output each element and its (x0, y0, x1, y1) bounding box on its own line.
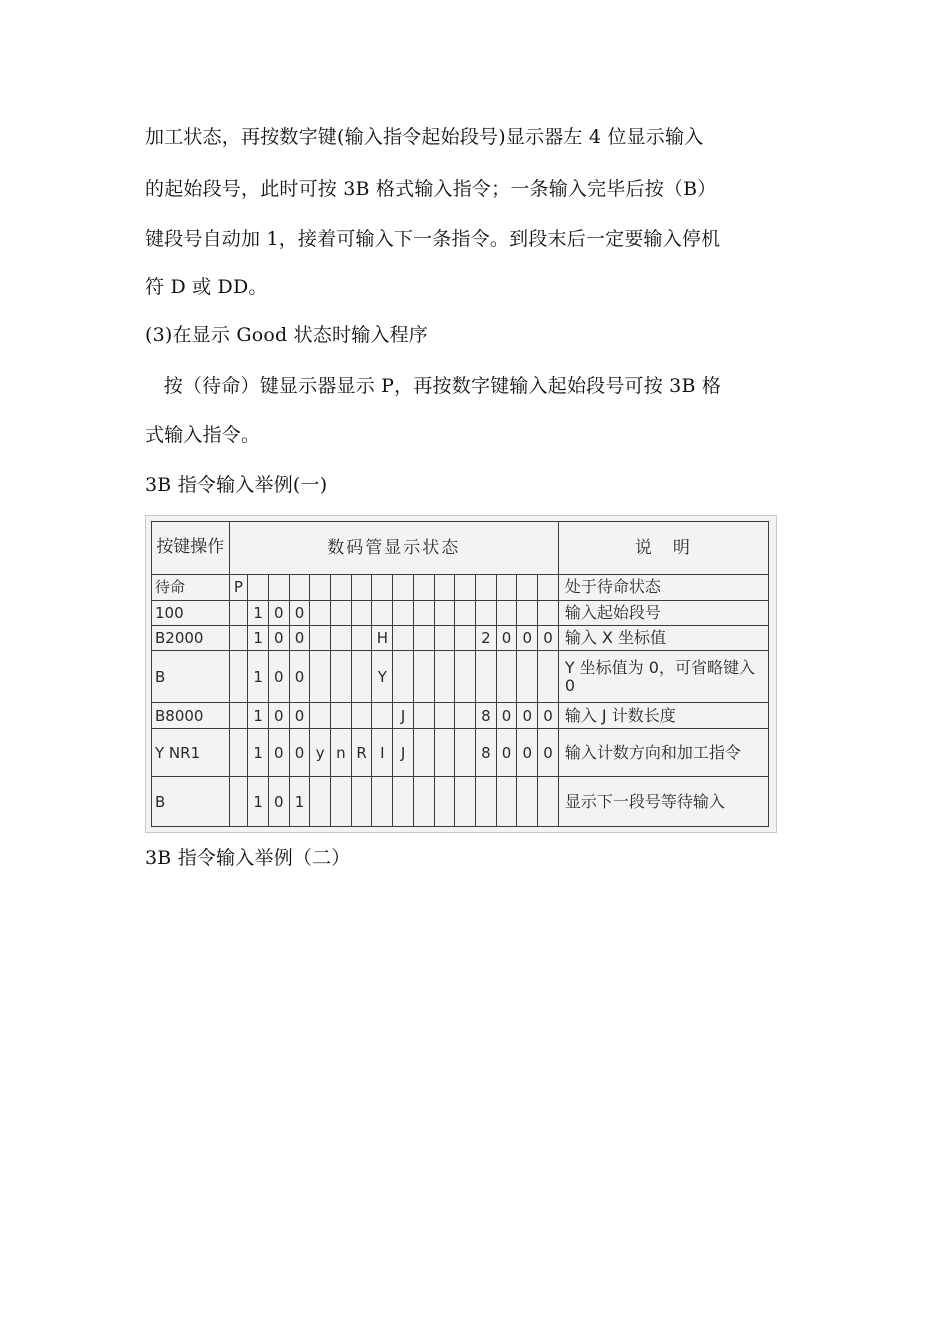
paragraph-line-1: 加工状态，再按数字键(输入指令起始段号)显示器左 4 位显示输入 (145, 126, 704, 148)
display-digit-cell: 1 (248, 601, 269, 626)
display-digit-cell (517, 574, 538, 600)
display-digit-cell (351, 703, 372, 728)
display-digit-cell (434, 626, 455, 650)
description-cell: 输入计数方向和加工指令 (558, 728, 768, 777)
display-digit-cell (310, 703, 331, 728)
table-row (152, 574, 769, 600)
display-digit-cell (229, 777, 248, 827)
display-digit-cell: 1 (248, 650, 269, 703)
display-digit-cell: 0 (268, 650, 289, 703)
display-digit-cell (310, 777, 331, 827)
key-operation-cell: B2000 (152, 626, 230, 650)
display-digit-cell: 0 (517, 728, 538, 777)
paragraph-line-3: 键段号自动加 1，接着可输入下一条指令。到段末后一定要输入停机 (145, 228, 721, 250)
display-digit-cell (351, 626, 372, 650)
display-digit-cell (413, 703, 434, 728)
display-digit-cell (351, 777, 372, 827)
display-digit-cell (434, 728, 455, 777)
display-digit-cell (393, 650, 414, 703)
display-digit-cell: 0 (538, 703, 559, 728)
header-display: 数码管显示状态 (229, 522, 558, 575)
description-cell: Y 坐标值为 0，可省略键入 0 (558, 650, 768, 703)
table-row (152, 703, 769, 728)
display-digit-cell (455, 703, 476, 728)
paragraph-line-2: 的起始段号，此时可按 3B 格式输入指令；一条输入完毕后按（B） (145, 178, 717, 200)
paragraph-line-5: 按（待命）键显示器显示 P，再按数字键输入起始段号可按 3B 格 (145, 375, 722, 397)
display-digit-cell: 0 (289, 728, 310, 777)
display-digit-cell (229, 650, 248, 703)
display-digit-cell (434, 601, 455, 626)
table-row (152, 650, 769, 703)
header-desc: 说 明 (558, 522, 768, 575)
display-digit-cell: 0 (289, 601, 310, 626)
display-digit-cell (393, 777, 414, 827)
display-digit-cell: J (393, 703, 414, 728)
display-digit-cell: I (372, 728, 393, 777)
display-digit-cell: 1 (289, 777, 310, 827)
display-digit-cell: 8 (476, 728, 497, 777)
display-digit-cell: 1 (248, 626, 269, 650)
key-operation-cell: 100 (152, 601, 230, 626)
keypress-display-table (151, 521, 769, 827)
display-digit-cell (455, 601, 476, 626)
display-digit-cell (517, 650, 538, 703)
display-digit-cell (455, 650, 476, 703)
display-digit-cell (413, 626, 434, 650)
key-operation-cell: B (152, 650, 230, 703)
display-digit-cell (310, 626, 331, 650)
display-digit-cell: 0 (289, 703, 310, 728)
display-digit-cell (413, 574, 434, 600)
display-digit-cell (331, 574, 352, 600)
table-row (152, 728, 769, 777)
scanned-table-image (145, 515, 777, 833)
display-digit-cell: 0 (496, 703, 517, 728)
display-digit-cell (372, 601, 393, 626)
paragraph-line-6: 式输入指令。 (145, 424, 261, 446)
display-digit-cell (413, 728, 434, 777)
display-digit-cell (434, 574, 455, 600)
display-digit-cell (413, 601, 434, 626)
display-digit-cell (372, 574, 393, 600)
display-digit-cell (289, 574, 310, 600)
display-digit-cell (476, 574, 497, 600)
display-digit-cell: 0 (289, 650, 310, 703)
display-digit-cell (229, 703, 248, 728)
display-digit-cell (455, 777, 476, 827)
display-digit-cell (455, 728, 476, 777)
display-digit-cell (229, 626, 248, 650)
paragraph-line-4: 符 D 或 DD。 (145, 276, 268, 298)
display-digit-cell (331, 601, 352, 626)
table-caption-2: 3B 指令输入举例（二） (145, 847, 351, 869)
display-digit-cell (496, 650, 517, 703)
display-digit-cell (310, 650, 331, 703)
key-operation-cell: Y NR1 (152, 728, 230, 777)
display-digit-cell: 0 (268, 777, 289, 827)
key-operation-cell: 待命 (152, 574, 230, 600)
header-op: 按键操作 (152, 522, 230, 575)
display-digit-cell (538, 650, 559, 703)
display-digit-cell (413, 650, 434, 703)
display-digit-cell (248, 574, 269, 600)
table-header-row (152, 522, 769, 575)
display-digit-cell (434, 777, 455, 827)
display-digit-cell (393, 626, 414, 650)
display-digit-cell (331, 650, 352, 703)
display-digit-cell: 0 (268, 728, 289, 777)
display-digit-cell: J (393, 728, 414, 777)
key-operation-cell: B8000 (152, 703, 230, 728)
display-digit-cell: 0 (517, 703, 538, 728)
display-digit-cell: 0 (268, 601, 289, 626)
display-digit-cell (538, 777, 559, 827)
display-digit-cell (496, 777, 517, 827)
display-digit-cell: 0 (496, 728, 517, 777)
display-digit-cell (229, 728, 248, 777)
display-digit-cell (538, 574, 559, 600)
display-digit-cell: 0 (268, 626, 289, 650)
display-digit-cell: 0 (496, 626, 517, 650)
display-digit-cell: P (229, 574, 248, 600)
display-digit-cell: 0 (268, 703, 289, 728)
display-digit-cell: H (372, 626, 393, 650)
display-digit-cell: 8 (476, 703, 497, 728)
display-digit-cell (496, 574, 517, 600)
display-digit-cell (455, 574, 476, 600)
table-row (152, 777, 769, 827)
display-digit-cell: 0 (538, 728, 559, 777)
display-digit-cell (351, 574, 372, 600)
display-digit-cell (351, 601, 372, 626)
display-digit-cell: y (310, 728, 331, 777)
display-digit-cell: Y (372, 650, 393, 703)
display-digit-cell (413, 777, 434, 827)
display-digit-cell (331, 777, 352, 827)
display-digit-cell (331, 626, 352, 650)
display-digit-cell (455, 626, 476, 650)
display-digit-cell (538, 601, 559, 626)
display-digit-cell: 0 (517, 626, 538, 650)
display-digit-cell: 1 (248, 728, 269, 777)
display-digit-cell (268, 574, 289, 600)
display-digit-cell (517, 601, 538, 626)
display-digit-cell (434, 650, 455, 703)
display-digit-cell (496, 601, 517, 626)
description-cell: 处于待命状态 (558, 574, 768, 600)
display-digit-cell: 2 (476, 626, 497, 650)
description-cell: 输入起始段号 (558, 601, 768, 626)
display-digit-cell (476, 650, 497, 703)
table-row (152, 626, 769, 650)
description-cell: 输入 X 坐标值 (558, 626, 768, 650)
description-cell: 显示下一段号等待输入 (558, 777, 768, 827)
display-digit-cell (434, 703, 455, 728)
section-heading: (3)在显示 Good 状态时输入程序 (145, 324, 429, 346)
display-digit-cell (476, 601, 497, 626)
display-digit-cell: 1 (248, 703, 269, 728)
display-digit-cell: 0 (538, 626, 559, 650)
display-digit-cell (331, 703, 352, 728)
display-digit-cell: 0 (289, 626, 310, 650)
display-digit-cell (372, 703, 393, 728)
key-operation-cell: B (152, 777, 230, 827)
display-digit-cell: 1 (248, 777, 269, 827)
display-digit-cell (393, 601, 414, 626)
display-digit-cell: R (351, 728, 372, 777)
display-digit-cell (229, 601, 248, 626)
description-cell: 输入 J 计数长度 (558, 703, 768, 728)
table-row (152, 601, 769, 626)
display-digit-cell (351, 650, 372, 703)
display-digit-cell (393, 574, 414, 600)
display-digit-cell (310, 574, 331, 600)
display-digit-cell (310, 601, 331, 626)
display-digit-cell (517, 777, 538, 827)
display-digit-cell (372, 777, 393, 827)
display-digit-cell: n (331, 728, 352, 777)
display-digit-cell (476, 777, 497, 827)
table-caption-1: 3B 指令输入举例(一) (145, 474, 328, 496)
